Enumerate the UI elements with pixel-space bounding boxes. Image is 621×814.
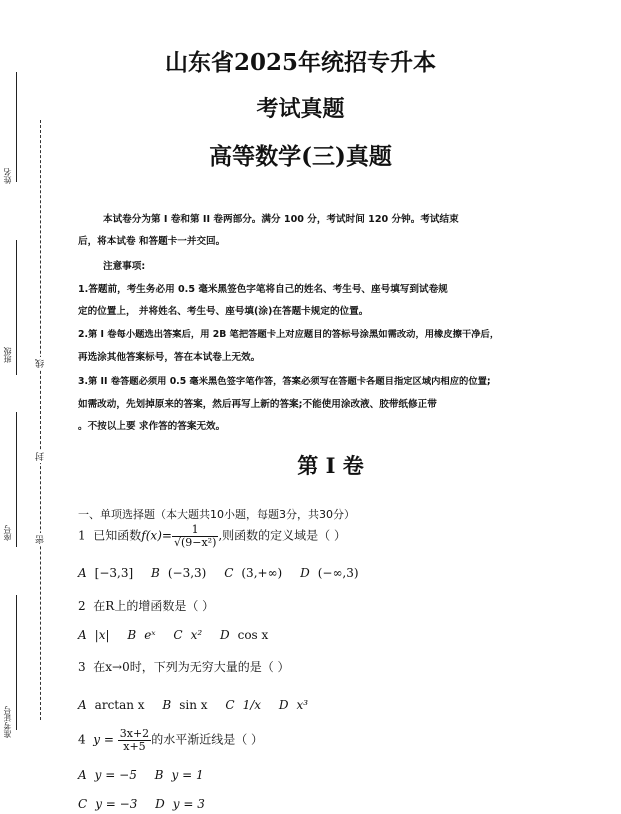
q3-options <box>78 698 322 712</box>
q2-number: 2 <box>78 599 86 613</box>
cut-char-line: 线 <box>36 359 46 368</box>
q2-opt-d-letter: D <box>219 628 230 642</box>
q2-opt-a: |x| <box>94 628 110 642</box>
q4-opt-a: y = −5 <box>94 768 137 782</box>
notice-heading: 注意事项: <box>103 261 146 272</box>
title-line-2: 考试真题 <box>256 96 345 122</box>
cut-char-secret: 密 <box>36 535 46 544</box>
exam-id-label: 准考证号 <box>3 706 12 738</box>
q2-opt-a-letter: A <box>78 628 87 642</box>
q4-opt-b: y = 1 <box>171 768 204 782</box>
q2-text: 在R上的增函数是（ ） <box>93 599 215 613</box>
q3-number: 3 <box>78 660 86 674</box>
notice-1b: 定的位置上， 并将姓名、考生号、座号填(涂)在答题卡规定的位置。 <box>78 306 369 317</box>
seat-label: 座号 <box>3 525 12 541</box>
q4-opt-b-letter: B <box>154 768 164 782</box>
notice-1a: 1.答题前，考生务必用 0.5 毫米黑签色字笔将自己的姓名、考生号、座号填写到试卷规 <box>78 284 448 295</box>
notice-3a: 3.第 II 卷答题必须用 0.5 毫米黑色签字笔作答，答案必须写在答题卡各题目指定区域内相应的位置; <box>78 376 491 387</box>
q2-opt-c: x² <box>190 628 203 642</box>
intro-p1a: 本试卷分为第 I 卷和第 II 卷两部分。满分 100 分，考试时间 120 分钟。考试结束 <box>103 214 459 225</box>
q3-opt-a-letter: A <box>78 698 87 712</box>
title-line-1: 山东省2025年统招专升本 <box>164 49 436 76</box>
q1-denominator: √(9−x²) <box>173 535 217 549</box>
question-4 <box>78 728 263 752</box>
notice-2b: 再选涂其他答案标号，答在本试卷上无效。 <box>78 352 261 363</box>
q1-opt-d: (−∞,3) <box>317 566 359 580</box>
q1-number: 1 <box>78 528 86 543</box>
q2-opt-d: cos x <box>237 628 269 642</box>
notice-3b: 如需改动，先划掉原来的答案，然后再写上新的答案;不能使用涂改液、胶带纸修正带 <box>78 399 437 410</box>
q1-fraction <box>172 524 218 548</box>
q4-post: 的水平渐近线是（ ） <box>151 732 264 747</box>
q4-options-row1 <box>78 768 218 782</box>
q4-opt-a-letter: A <box>78 768 87 782</box>
title-line-3: 高等数学(三)真题 <box>209 143 392 170</box>
intro-p1b: 后，将本试卷 和答题卡一并交回。 <box>78 236 226 247</box>
q1-opt-c-letter: C <box>224 566 234 580</box>
q4-denominator: x+5 <box>123 739 146 753</box>
q4-fraction <box>118 728 151 752</box>
q4-opt-c: y = −3 <box>95 797 138 811</box>
class-label: 班级 <box>3 347 12 363</box>
section-title: 第 I 卷 <box>297 453 364 478</box>
notice-2a: 2.第 I 卷每小题选出答案后，用 2B 笔把答题卡上对应题目的答标号涂黑如需改动，用橡皮擦干净后， <box>78 329 500 340</box>
class-blank-line <box>16 240 17 375</box>
question-3 <box>78 658 290 675</box>
q4-number: 4 <box>78 732 86 747</box>
q3-opt-b: sin x <box>179 698 208 712</box>
q4-numerator: 3x+2 <box>119 727 150 740</box>
q1-pre: 已知函数 <box>93 528 142 543</box>
q4-y: y = <box>93 732 114 747</box>
q1-opt-b: (−3,3) <box>167 566 207 580</box>
q3-opt-d-letter: D <box>278 698 289 712</box>
q2-options <box>78 628 282 642</box>
q3-opt-b-letter: B <box>162 698 172 712</box>
q1-opt-b-letter: B <box>151 566 160 580</box>
cut-char-seal: 封 <box>36 452 46 461</box>
question-1 <box>78 524 346 548</box>
question-2 <box>78 597 214 614</box>
q3-opt-d: x³ <box>296 698 309 712</box>
q1-opt-d-letter: D <box>300 566 310 580</box>
q3-opt-c-letter: C <box>225 698 235 712</box>
q4-opt-c-letter: C <box>78 797 88 811</box>
q4-options-row2 <box>78 797 219 811</box>
q3-text: 在x→0时，下列为无穷大量的是（ ） <box>93 660 290 674</box>
q1-opt-a-letter: A <box>78 566 87 580</box>
part1-heading: 一、单项选择题（本大题共10小题，每题3分，共30分） <box>78 508 355 521</box>
notice-3c: 。不按以上要 求作答的答案无效。 <box>78 421 226 432</box>
exam-id-blank-line <box>16 595 17 730</box>
q1-fx: f(x)= <box>141 528 172 543</box>
q4-opt-d-letter: D <box>155 797 165 811</box>
q3-opt-a: arctan x <box>94 698 145 712</box>
q1-post: ,则函数的定义域是（ ） <box>218 528 346 543</box>
q1-options <box>78 566 373 580</box>
q1-opt-c: (3,+∞) <box>241 566 283 580</box>
q4-opt-d: y = 3 <box>172 797 205 811</box>
q1-opt-a: [−3,3] <box>94 566 134 580</box>
q2-opt-b: eˣ <box>144 628 156 642</box>
q3-opt-c: 1/x <box>242 698 262 712</box>
q2-opt-c-letter: C <box>173 628 183 642</box>
q1-numerator: 1 <box>172 524 218 537</box>
cut-line <box>40 120 41 720</box>
q2-opt-b-letter: B <box>127 628 137 642</box>
name-label: 姓名 <box>3 168 12 184</box>
